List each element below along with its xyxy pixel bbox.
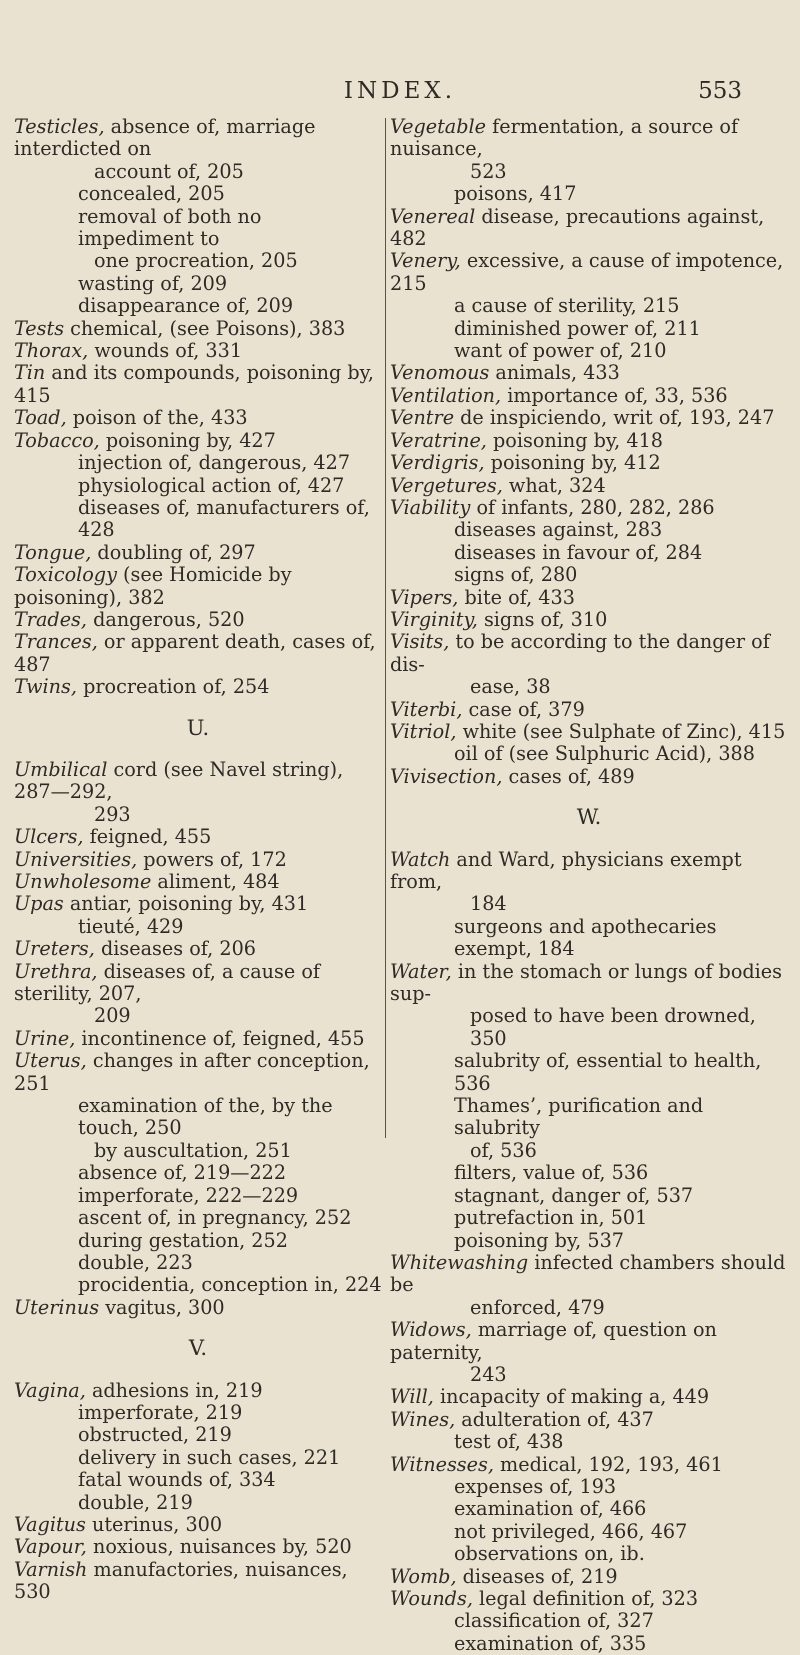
index-text: procreation of, 254 (76, 675, 270, 699)
index-entry (390, 318, 788, 340)
index-subentry: physiological action of, 427 (78, 473, 345, 497)
index-entry (390, 340, 788, 362)
index-entry (390, 295, 788, 317)
index-entry (14, 849, 382, 871)
index-continuation: ease, 38 (470, 675, 551, 699)
index-term: Vivisection, (390, 764, 503, 788)
index-term: Tests (14, 316, 65, 340)
index-term: Veratrine, (390, 428, 487, 452)
index-entry (390, 1566, 788, 1588)
index-entry (14, 1447, 382, 1469)
index-term: Toxicology (14, 563, 117, 587)
index-text: poisoning by, 412 (484, 451, 661, 475)
index-term: Virginity, (390, 607, 478, 631)
index-term: Venery, (390, 249, 461, 273)
index-text: what, 324 (502, 473, 606, 497)
index-entry (14, 475, 382, 497)
index-text: signs of, 310 (477, 607, 608, 631)
index-entry (14, 1095, 382, 1162)
index-entry (390, 1162, 788, 1184)
index-text: adhesions in, 219 (85, 1378, 263, 1402)
index-term: Viability (390, 495, 471, 519)
index-text: powers of, 172 (137, 847, 287, 871)
index-text: and its compounds, poisoning by, 415 (14, 361, 375, 407)
index-entry (14, 631, 382, 676)
index-entry (14, 542, 382, 564)
index-entry (14, 609, 382, 631)
index-subentry: during gestation, 252 (78, 1228, 288, 1252)
index-subentry: diseases of, manufacturers of, 428 (78, 495, 370, 542)
index-subentry: filters, value of, 536 (454, 1161, 649, 1185)
index-term: Ulcers, (14, 825, 84, 849)
index-text: de inspiciendo, writ of, 193, 247 (454, 406, 775, 430)
index-term: Vapour, (14, 1535, 87, 1559)
index-term: Ventre (390, 406, 455, 430)
index-entry (390, 475, 788, 497)
index-term: Verdigris, (390, 451, 485, 475)
index-entry (14, 116, 382, 183)
index-text: and Ward, physicians exempt from, (390, 847, 742, 893)
index-subentry: poisons, 417 (454, 182, 577, 206)
index-term: Watch (390, 847, 451, 871)
index-term: Varnish (14, 1557, 88, 1581)
index-subentry: tieuté, 429 (78, 914, 184, 938)
index-entry (14, 318, 382, 340)
index-text: aliment, 484 (151, 870, 280, 893)
index-subentry: examination of the, by the touch, 250 (78, 1094, 333, 1140)
index-entry (390, 407, 788, 429)
index-entry (14, 871, 382, 893)
index-subentry: fatal wounds of, 334 (78, 1468, 276, 1492)
index-term: Upas (14, 892, 64, 916)
index-subentry: double, 219 (78, 1490, 193, 1514)
section-heading-u: U. (186, 715, 210, 740)
index-text: uterinus, 300 (85, 1512, 223, 1536)
index-text: fermentation, a source of nuisance, (390, 115, 739, 161)
index-term: Urethra, (14, 959, 98, 983)
index-text: animals, 433 (489, 361, 620, 385)
index-subentry: classification of, 327 (454, 1609, 654, 1633)
index-text: infected chambers should be (390, 1250, 786, 1297)
index-entry (14, 1402, 382, 1424)
index-subentry: double, 223 (78, 1250, 193, 1274)
index-entry (390, 1409, 788, 1431)
column-divider (385, 118, 386, 1138)
index-text: absence of, marriage interdicted on (14, 115, 316, 161)
index-entry (14, 1050, 382, 1095)
index-continuation: 523 (470, 159, 507, 183)
index-term: Wines, (390, 1407, 456, 1431)
index-entry (390, 564, 788, 586)
index-text: legal definition of, 323 (472, 1587, 699, 1610)
index-entry (390, 1454, 788, 1476)
index-term: Trances, (14, 630, 98, 654)
index-subentry: stagnant, danger of, 537 (454, 1183, 694, 1207)
index-term: Venereal (390, 204, 476, 228)
index-subentry: a cause of sterility, 215 (454, 294, 680, 318)
index-term: Uterus, (14, 1049, 87, 1073)
index-entry (14, 916, 382, 938)
index-entry (390, 1252, 788, 1319)
index-entry (14, 1424, 382, 1446)
index-text: cord (see Navel string), 287—292, (14, 757, 344, 804)
index-entry (390, 631, 788, 698)
index-term: Vagitus (14, 1512, 86, 1536)
index-continuation: account of, 205 (94, 159, 244, 183)
index-entry (390, 1095, 788, 1162)
index-text: noxious, nuisances by, 520 (86, 1535, 352, 1559)
index-entry (390, 699, 788, 721)
index-entry (14, 1559, 382, 1604)
index-subentry: obstructed, 219 (78, 1423, 232, 1447)
index-term: Tobacco, (14, 428, 100, 452)
index-text: excessive, a cause of impotence, 215 (390, 249, 784, 295)
index-text: case of, 379 (462, 697, 585, 721)
index-entry (14, 183, 382, 205)
index-entry (390, 916, 788, 961)
index-term: Widows, (390, 1318, 472, 1342)
index-term: Universities, (14, 847, 138, 871)
index-term: Tongue, (14, 540, 92, 564)
index-text: disease, precautions against, 482 (390, 204, 765, 251)
index-text: white (see Sulphate of Zinc), 415 (456, 719, 786, 743)
index-term: Will, (390, 1385, 434, 1409)
index-entry (390, 1521, 788, 1543)
index-text: vagitus, 300 (99, 1295, 225, 1319)
v-entries-continued (390, 116, 788, 788)
index-term: Witnesses, (390, 1452, 494, 1476)
index-subentry: not privileged, 466, 467 (454, 1519, 688, 1543)
v-entries (14, 1380, 382, 1604)
index-entry (14, 1162, 382, 1184)
index-continuation: one procreation, 205 (94, 249, 298, 273)
index-continuation: of, 536 (470, 1138, 537, 1162)
index-entry (14, 452, 382, 474)
index-entry (14, 273, 382, 295)
index-entry (390, 1633, 788, 1655)
index-term: Testicles, (14, 115, 105, 138)
index-text: poison of the, 433 (66, 406, 248, 430)
index-entry (390, 385, 788, 407)
index-entry (14, 1469, 382, 1491)
index-term: Urine, (14, 1026, 76, 1050)
index-text: or apparent death, cases of, 487 (14, 630, 376, 676)
index-subentry: wasting of, 209 (78, 271, 228, 295)
index-subentry: expenses of, 193 (454, 1474, 617, 1498)
t-entries (14, 116, 382, 699)
w-entries (390, 849, 788, 1655)
index-entry (14, 1380, 382, 1402)
index-term: Whitewashing (390, 1250, 529, 1274)
right-column (390, 116, 788, 1655)
index-term: Wounds, (390, 1587, 473, 1610)
index-entry (390, 452, 788, 474)
index-continuation: 184 (470, 892, 507, 916)
index-term: Ventilation, (390, 383, 502, 407)
index-text: doubling of, 297 (91, 540, 256, 564)
index-entry (390, 1543, 788, 1565)
index-subentry: imperforate, 222—229 (78, 1183, 299, 1207)
index-subentry: removal of both no impediment to (78, 204, 262, 251)
index-term: Uterinus (14, 1295, 100, 1319)
index-entry (14, 206, 382, 273)
index-subentry: diseases against, 283 (454, 518, 663, 542)
index-entry (14, 1230, 382, 1252)
index-continuation: posed to have been drowned, 350 (470, 1004, 756, 1050)
index-entry (390, 430, 788, 452)
index-entry (14, 497, 382, 542)
index-term: Umbilical (14, 757, 108, 781)
index-entry (390, 1319, 788, 1386)
index-entry (14, 1207, 382, 1229)
index-term: Vergetures, (390, 473, 503, 497)
index-text: antiar, poisoning by, 431 (63, 892, 309, 916)
index-term: Vagina, (14, 1378, 86, 1402)
index-term: Vegetable (390, 115, 487, 138)
index-subentry: putrefaction in, 501 (454, 1206, 648, 1230)
index-entry (14, 1297, 382, 1319)
index-term: Vipers, (390, 585, 459, 609)
page-header (0, 78, 800, 108)
index-entry (390, 1050, 788, 1095)
index-entry (14, 759, 382, 826)
index-entry (390, 1386, 788, 1408)
index-term: Visits, (390, 630, 450, 654)
index-entry (390, 362, 788, 384)
index-entry (14, 826, 382, 848)
index-text: poisoning by, 418 (486, 428, 664, 452)
index-subentry: ascent of, in pregnancy, 252 (78, 1206, 352, 1230)
index-subentry: want of power of, 210 (454, 339, 667, 363)
index-continuation: enforced, 479 (470, 1295, 605, 1319)
index-term: Venomous (390, 361, 490, 385)
index-entry (14, 676, 382, 698)
index-entry (390, 1476, 788, 1498)
index-entry (14, 893, 382, 915)
index-subentry: signs of, 280 (454, 563, 578, 587)
index-entry (14, 430, 382, 452)
index-text: manufactories, nuisances, 530 (14, 1557, 348, 1604)
index-text: wounds of, 331 (88, 339, 243, 363)
index-entry (390, 1207, 788, 1229)
index-subentry: Thames’, purification and salubrity (454, 1094, 704, 1140)
index-entry (390, 1230, 788, 1252)
index-text: diseases of, 206 (94, 937, 256, 961)
index-entry (14, 1492, 382, 1514)
index-entry (14, 1185, 382, 1207)
index-subentry: concealed, 205 (78, 182, 225, 206)
index-entry (390, 587, 788, 609)
index-term: Toad, (14, 406, 67, 430)
index-entry (390, 743, 788, 765)
index-subentry: absence of, 219—222 (78, 1161, 287, 1185)
index-text: adulteration of, 437 (455, 1407, 654, 1431)
index-term: Womb, (390, 1564, 457, 1588)
index-subentry: procidentia, conception in, 224 (78, 1273, 382, 1297)
index-subentry: surgeons and apothecaries exempt, 184 (454, 914, 717, 961)
index-continuation: by auscultation, 251 (94, 1138, 292, 1162)
index-subentry: delivery in such cases, 221 (78, 1445, 341, 1469)
index-entry (390, 183, 788, 205)
index-term: Ureters, (14, 937, 95, 961)
index-entry (390, 250, 788, 295)
index-text: of infants, 280, 282, 286 (470, 495, 715, 519)
index-text: importance of, 33, 536 (501, 383, 728, 407)
index-entry (14, 938, 382, 960)
index-continuation: 293 (94, 802, 131, 826)
index-text: incontinence of, feigned, 455 (75, 1026, 365, 1050)
index-text: diseases of, a cause of sterility, 207, (14, 959, 320, 1006)
index-subentry: observations on, ib. (454, 1542, 645, 1566)
index-subentry: diminished power of, 211 (454, 316, 701, 340)
section-heading-w: W. (576, 805, 602, 830)
index-text: feigned, 455 (83, 825, 212, 849)
index-entry (14, 1536, 382, 1558)
index-entry (390, 497, 788, 519)
index-term: Tin (14, 361, 46, 385)
index-entry (14, 295, 382, 317)
index-entry (390, 1185, 788, 1207)
index-entry (14, 1514, 382, 1536)
index-entry (14, 340, 382, 362)
index-entry (14, 362, 382, 407)
index-entry (390, 1588, 788, 1610)
index-entry (390, 1431, 788, 1453)
u-entries (14, 759, 382, 1319)
index-subentry: disappearance of, 209 (78, 294, 294, 318)
index-entry (390, 519, 788, 541)
index-continuation: 243 (470, 1362, 507, 1386)
index-entry (390, 721, 788, 743)
index-term: Twins, (14, 675, 77, 699)
index-entry (390, 1498, 788, 1520)
index-entry (14, 564, 382, 609)
index-entry (390, 206, 788, 251)
index-text: medical, 192, 193, 461 (493, 1452, 723, 1476)
index-subentry: injection of, dangerous, 427 (78, 451, 351, 475)
index-term: Trades, (14, 607, 87, 631)
index-entry (14, 407, 382, 429)
index-term: Thorax, (14, 339, 89, 363)
left-column (14, 116, 382, 1604)
index-subentry: examination of, 335 (454, 1631, 647, 1655)
index-subentry: imperforate, 219 (78, 1400, 243, 1424)
index-entry (14, 1028, 382, 1050)
index-text: cases of, 489 (502, 764, 635, 788)
page-title: INDEX. (343, 78, 457, 104)
index-term: Viterbi, (390, 697, 463, 721)
index-text: changes in after conception, 251 (14, 1049, 370, 1095)
index-term: Unwholesome (14, 870, 152, 893)
index-subentry: salubrity of, essential to health, 536 (454, 1049, 762, 1095)
index-entry (14, 1252, 382, 1274)
index-entry (14, 961, 382, 1028)
index-entry (390, 116, 788, 183)
index-entry (390, 609, 788, 631)
index-subentry: examination of, 466 (454, 1497, 647, 1521)
index-entry (390, 542, 788, 564)
index-text: chemical, (see Poisons), 383 (64, 316, 346, 340)
index-text: poisoning by, 427 (99, 428, 276, 452)
index-term: Water, (390, 959, 452, 983)
index-text: to be according to the danger of dis- (390, 630, 770, 676)
index-subentry: oil of (see Sulphuric Acid), 388 (454, 742, 755, 766)
index-continuation: 209 (94, 1004, 131, 1028)
index-text: diseases of, 219 (456, 1564, 618, 1588)
index-entry (390, 961, 788, 1051)
index-term: Vitriol, (390, 719, 457, 743)
index-text: incapacity of making a, 449 (433, 1385, 710, 1409)
index-text: marriage of, question on paternity, (390, 1318, 717, 1364)
index-entry (14, 1274, 382, 1296)
index-subentry: poisoning by, 537 (454, 1228, 624, 1252)
index-subentry: diseases in favour of, 284 (454, 540, 703, 564)
index-subentry: test of, 438 (454, 1430, 564, 1454)
index-entry (390, 1610, 788, 1632)
index-text: in the stomach or lungs of bodies sup- (390, 959, 783, 1006)
index-entry (390, 849, 788, 916)
index-entry (390, 766, 788, 788)
index-text: bite of, 433 (458, 585, 575, 609)
index-text: dangerous, 520 (87, 607, 245, 631)
section-heading-v: V. (188, 1336, 208, 1361)
index-text: (see Homicide by poisoning), 382 (14, 563, 292, 609)
page-number: 553 (698, 78, 742, 104)
